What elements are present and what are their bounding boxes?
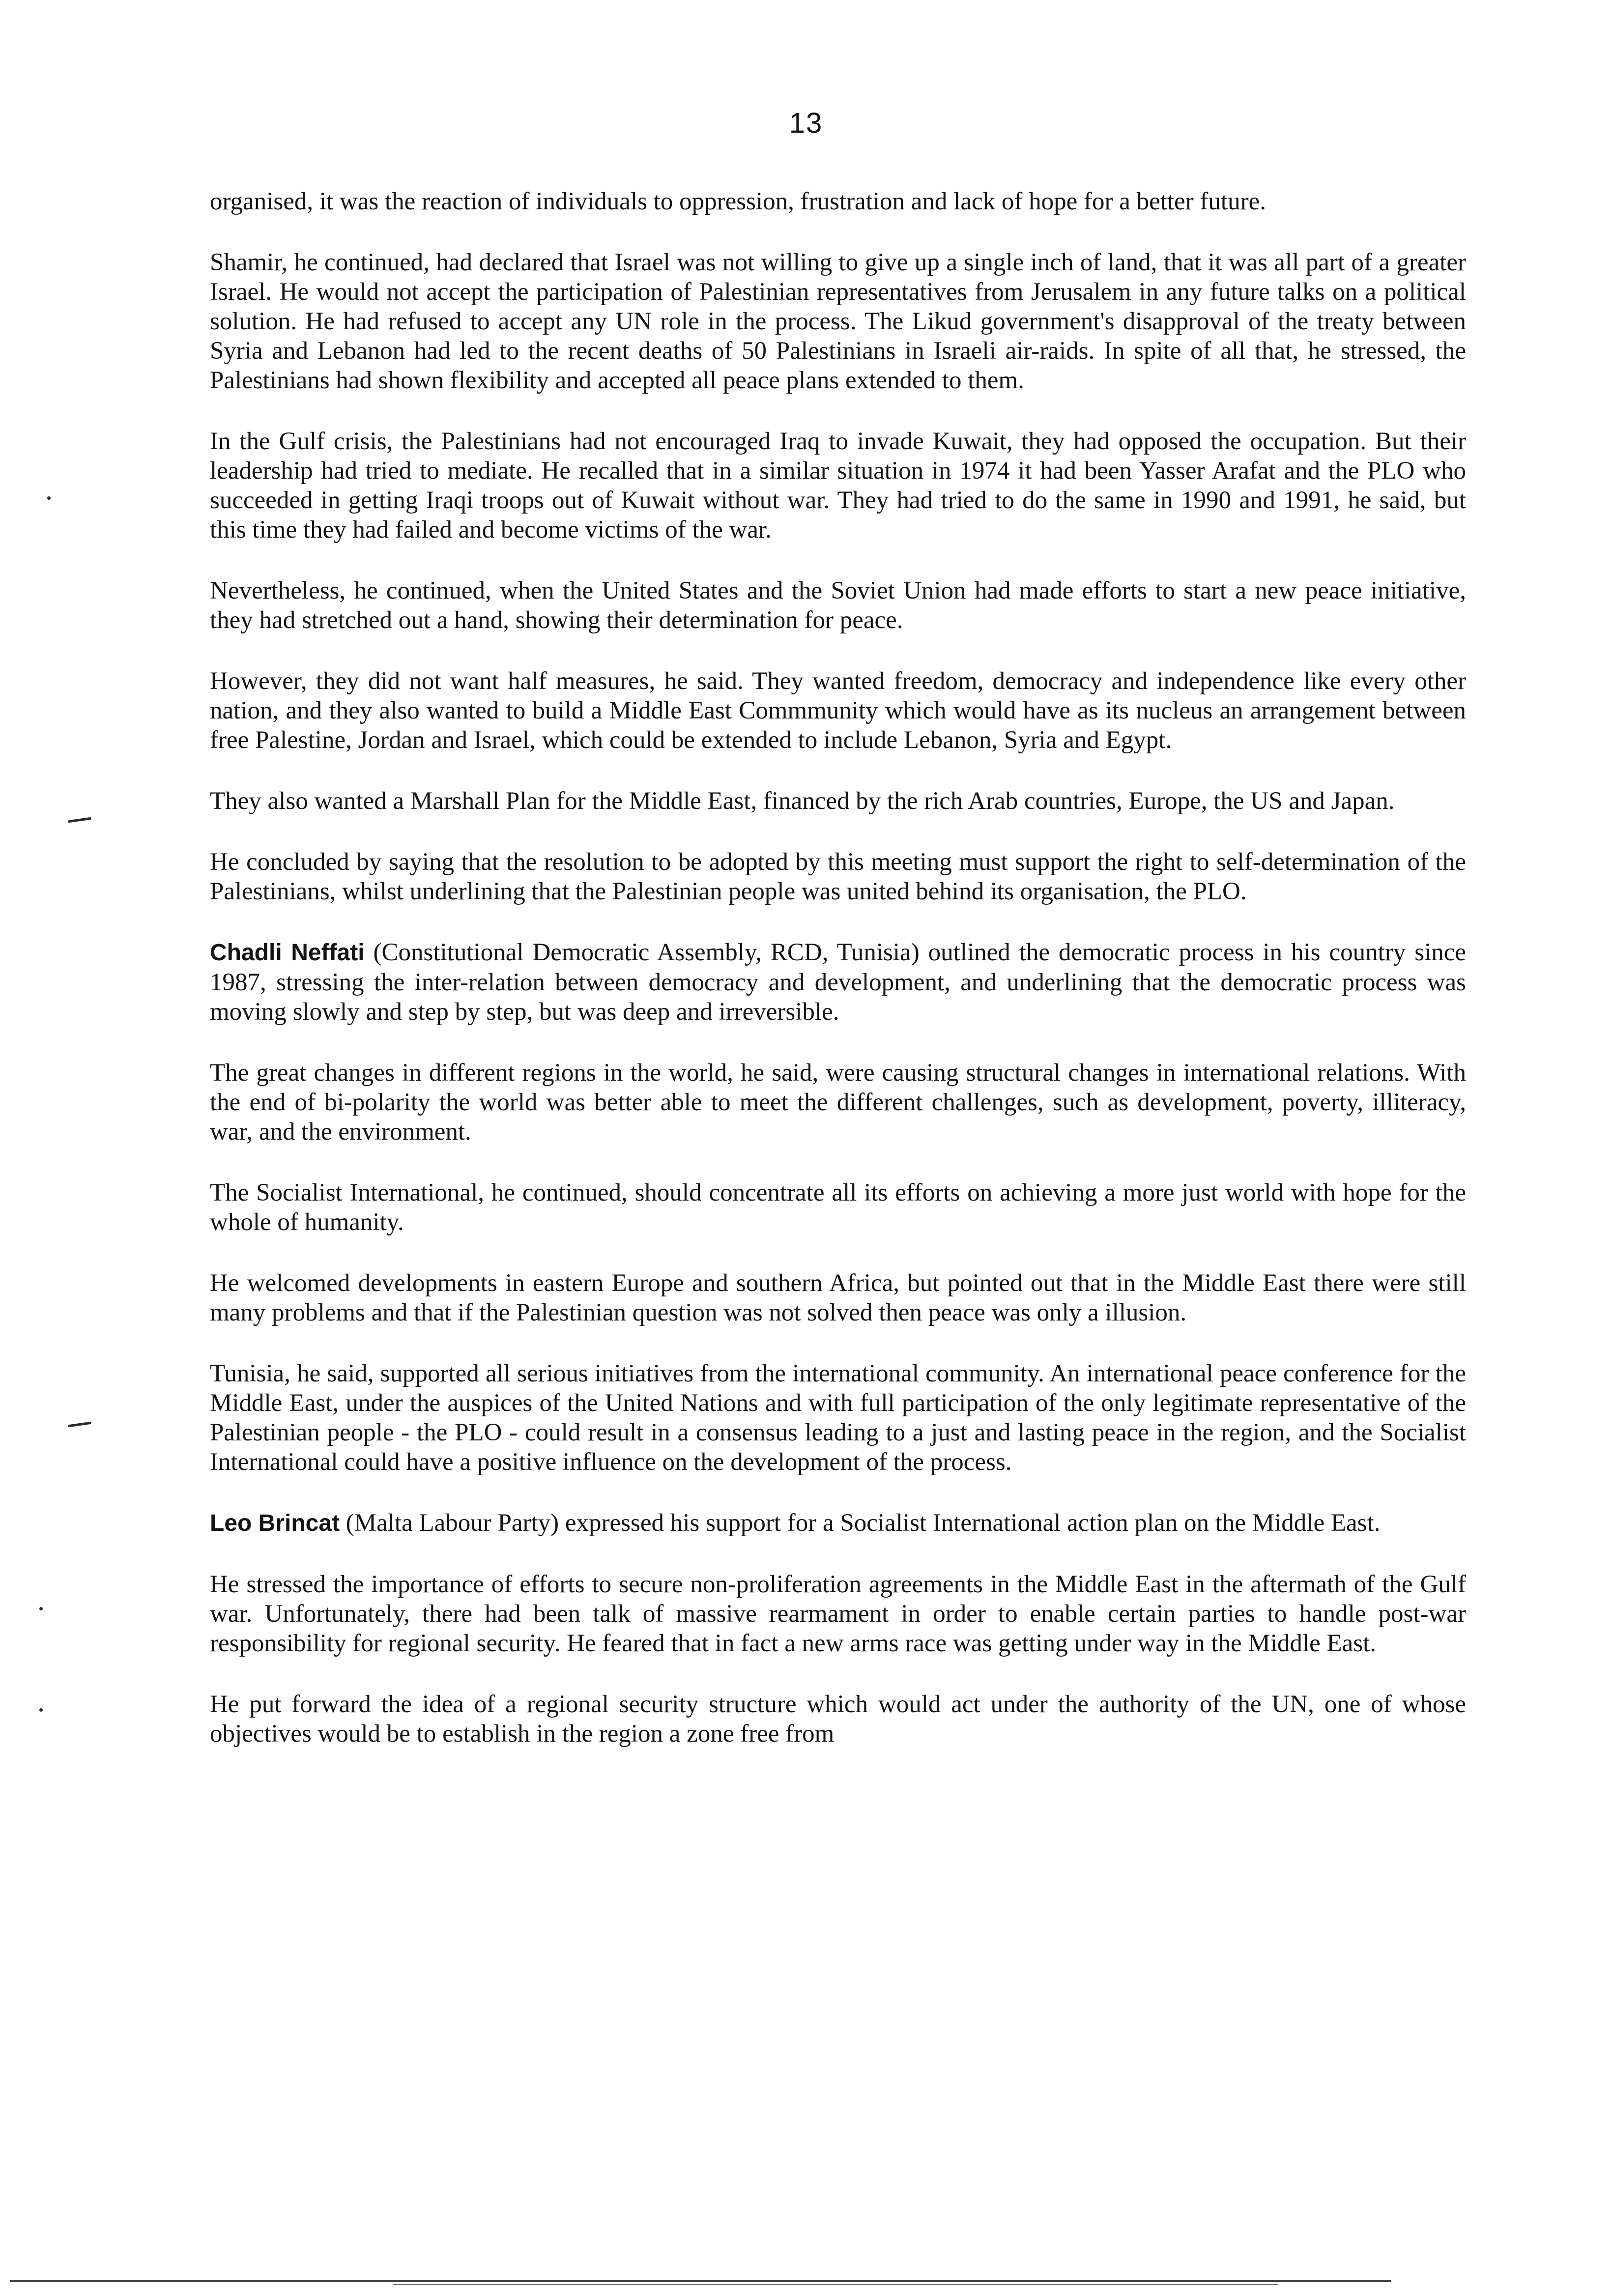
paragraph (210, 576, 1466, 635)
paragraph (210, 666, 1466, 755)
scan-speck (39, 1708, 43, 1712)
paragraph-text: He stressed the importance of efforts to secure non-proliferation agreements in the Middle East in the aftermath of the Gulf war. Unfortunately, there had been talk of massive rearmament in order to enable certain parties to handle post-war responsibility for regional security. He feared that in fact a new arms race was getting under way in the Middle East. (210, 1571, 1466, 1657)
page-bottom-rule (10, 2280, 1391, 2282)
paragraph-text: organised, it was the reaction of individuals to oppression, frustration and lack of hope for a better future. (210, 188, 1266, 215)
scan-speck (47, 496, 51, 500)
paragraph-text: The great changes in different regions in the world, he said, were causing structural changes in international relations. With the end of bi-polarity the world was better able to meet the different challenges, such as development, poverty, illiteracy, war, and the environment. (210, 1059, 1466, 1146)
paragraph-text: (Constitutional Democratic Assembly, RCD, Tunisia) outlined the democratic process in his country since 1987, stressing the inter-relation between democracy and development, and underlining that the democratic process was moving slowly and step by step, but was deep and irreversible. (210, 939, 1466, 1026)
paragraph (210, 786, 1466, 816)
paragraph-text: The Socialist International, he continued, should concentrate all its efforts on achieving a more just world with hope for the whole of humanity. (210, 1179, 1466, 1236)
paragraph-text: He concluded by saying that the resolution to be adopted by this meeting must support the right to self-determination of the Palestinians, whilst underlining that the Palestinian people was united behind its organisation, the PLO. (210, 848, 1466, 905)
scan-mark (68, 1422, 91, 1428)
paragraph (210, 938, 1466, 1027)
paragraph-text: He welcomed developments in eastern Europe and southern Africa, but pointed out that in the Middle East there were still many problems and that if the Palestinian question was not solved then peace was only a illusion. (210, 1269, 1466, 1326)
paragraph (210, 187, 1466, 216)
paragraph (210, 1058, 1466, 1147)
scan-speck (39, 1607, 43, 1610)
paragraph-text: However, they did not want half measures, he said. They wanted freedom, democracy and independence like every other nation, and they also wanted to build a Middle East Commmunity which would have as its nucleus an arrangement between free Palestine, Jordan and Israel, which could be extended to include Lebanon, Syria and Egypt. (210, 667, 1466, 754)
paragraph-text: In the Gulf crisis, the Palestinians had not encouraged Iraq to invade Kuwait, they had opposed the occupation. But their leadership had tried to mediate. He recalled that in a similar situation in 1974 it had been Yasser Arafat and the PLO who succeeded in getting Iraqi troops out of Kuwait without war. They had tried to do the same in 1990 and 1991, he said, but this time they had failed and become victims of the war. (210, 428, 1466, 544)
speaker-name: Leo Brincat (210, 1510, 340, 1536)
paragraph (210, 1570, 1466, 1658)
paragraph (210, 1690, 1466, 1749)
paragraph-text: They also wanted a Marshall Plan for the Middle East, financed by the rich Arab countries, Europe, the US and Japan. (210, 787, 1395, 815)
paragraph (210, 427, 1466, 545)
body-text (210, 187, 1466, 1780)
paragraph (210, 1178, 1466, 1237)
paragraph-text: He put forward the idea of a regional security structure which would act under the authority of the UN, one of whose objectives would be to establish in the region a zone free from (210, 1691, 1466, 1748)
paragraph-text: Nevertheless, he continued, when the United States and the Soviet Union had made efforts to start a new peace initiative, they had stretched out a hand, showing their determination for peace. (210, 577, 1466, 634)
paragraph (210, 248, 1466, 395)
scan-mark (68, 817, 91, 823)
paragraph (210, 1359, 1466, 1477)
paragraph (210, 847, 1466, 906)
paragraph (210, 1508, 1466, 1538)
speaker-name: Chadli Neffati (210, 940, 365, 966)
page-number: 13 (789, 107, 823, 139)
paragraph-text: Shamir, he continued, had declared that Israel was not willing to give up a single inch of land, that it was all part of a greater Israel. He would not accept the participation of Palestinian representatives from Jerusalem in any future talks on a political solution. He had refused to accept any UN role in the process. The Likud government's disapproval of the treaty between Syria and Lebanon had led to the recent deaths of 50 Palestinians in Israeli air-raids. In spite of all that, he stressed, the Palestinians had shown flexibility and accepted all peace plans extended to them. (210, 249, 1466, 394)
paragraph-text: Tunisia, he said, supported all serious initiatives from the international community. An international peace conference for the Middle East, under the auspices of the United Nations and with full participation of the only legitimate representative of the Palestinian people - the PLO - could result in a consensus leading to a just and lasting peace in the region, and the Socialist International could have a positive influence on the development of the process. (210, 1360, 1466, 1476)
paragraph-text: (Malta Labour Party) expressed his support for a Socialist International action plan on the Middle East. (340, 1509, 1381, 1537)
paragraph (210, 1268, 1466, 1327)
page-bottom-rule-shadow (393, 2284, 1278, 2285)
